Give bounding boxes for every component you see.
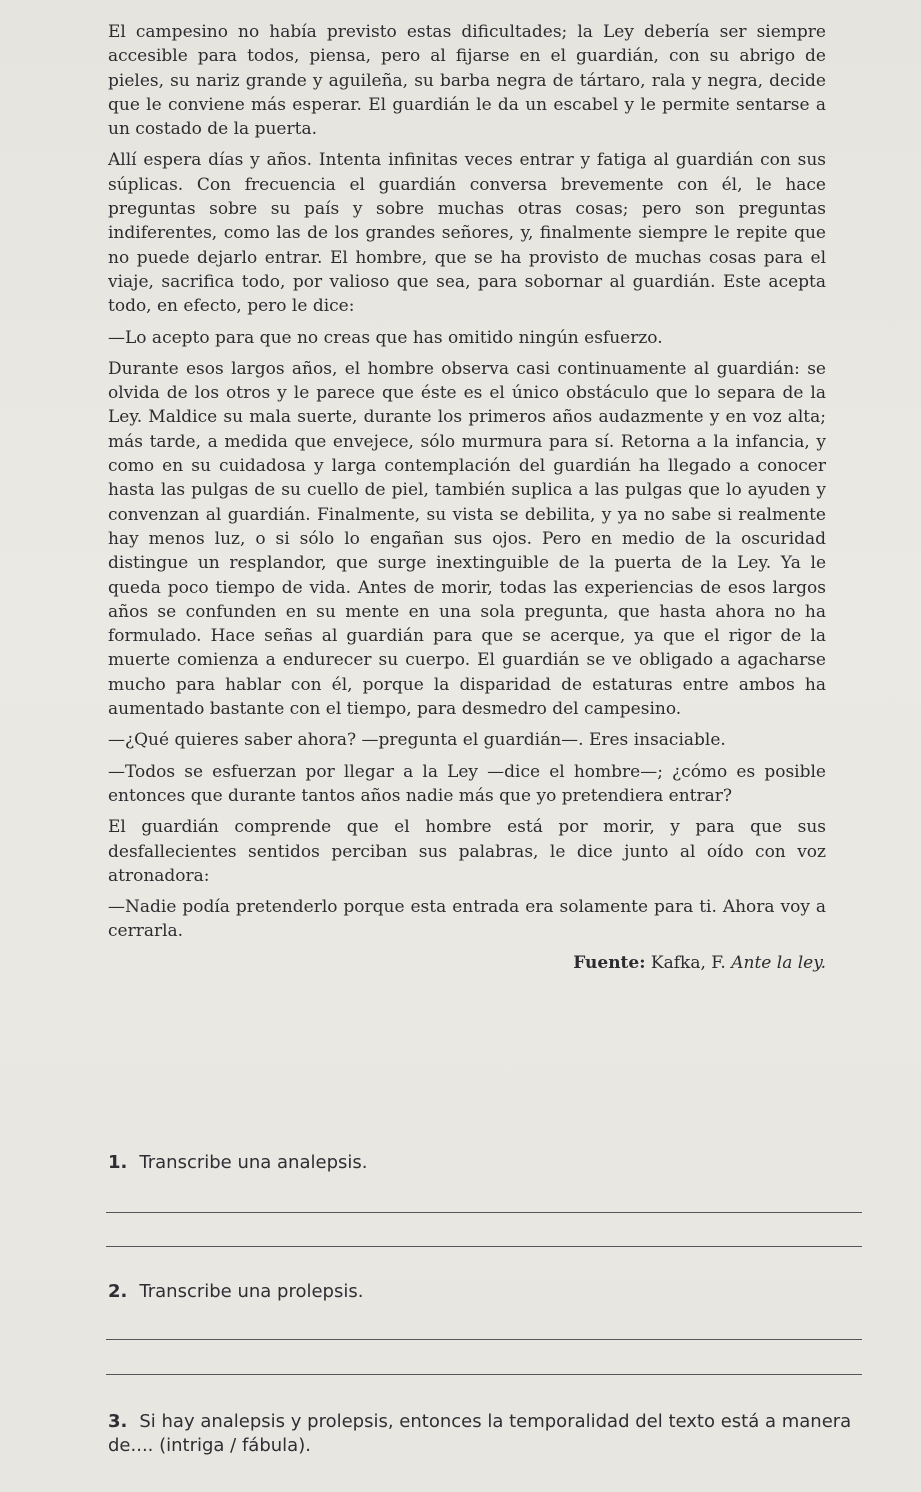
question-text: Transcribe una prolepsis. — [139, 1281, 364, 1302]
dialogue-line: —¿Qué quieres saber ahora? —pregunta el guardián—. Eres insaciable. — [108, 730, 726, 751]
source-label: Fuente: — [573, 952, 646, 973]
paragraph: Allí espera días y años. Intenta infinitas veces entrar y fatiga al guardián con sus súplicas. Con frecuencia el guardián conversa brevemente con él, le hace preguntas sobre su país y sobre muchas otras cosas; pero son preguntas indiferentes, como las de los grandes señores, y, finalmente siempre le repite que no puede dejarlo entrar. El hombre, que se ha provisto de muchas cosas para el viaje, sacrifica todo, por valioso que sea, para sobornar al guardián. Este acepta todo, en efecto, pero le dice: — [108, 150, 826, 317]
question-number: 1. — [108, 1152, 128, 1173]
paragraph: El guardián comprende que el hombre está por morir, y para que sus desfallecientes sentidos perciban sus palabras, le dice junto al oído con voz atronadora: — [108, 817, 826, 886]
paragraph: El campesino no había previsto estas dificultades; la Ley debería ser siempre accesible para todos, piensa, pero al fijarse en el guardián, con su abrigo de pieles, su nariz grande y aguileña, su barba negra de tártaro, rala y negra, decide que le conviene más esperar. El guardián le da un escabel y le permite sentarse a un costado de la puerta. — [108, 22, 826, 140]
dialogue-line: —Todos se esfuerzan por llegar a la Ley —dice el hombre—; ¿cómo es posible entonces que durante tantos años nadie más que yo pretendiera entrar? — [108, 761, 826, 806]
question-number: 3. — [108, 1411, 128, 1432]
question-text: Transcribe una analepsis. — [139, 1152, 368, 1173]
reading-text — [108, 20, 826, 982]
answer-line[interactable] — [106, 1246, 862, 1247]
question-2 — [108, 1281, 868, 1302]
dialogue-line: —Nadie podía pretenderlo porque esta entrada era solamente para ti. Ahora voy a cerrarla. — [108, 897, 826, 942]
paragraph: Durante esos largos años, el hombre observa casi continuamente al guardián: se olvida de los otros y le parece que éste es el único obstáculo que lo separa de la Ley. Maldice su mala suerte, durante los primeros años audazmente y en voz alta; más tarde, a medida que envejece, sólo murmura para sí. Retorna a la infancia, y como en su cuidadosa y larga contemplación del guardián ha llegado a conocer hasta las pulgas de su cuello de piel, también suplica a las pulgas que lo ayuden y convenzan al guardián. Finalmente, su vista se debilita, y ya no sabe si realmente hay menos luz, o si sólo lo engañan sus ojos. Pero en medio de la oscuridad distingue un resplandor, que surge inextinguible de la puerta de la Ley. Ya le queda poco tiempo de vida. Antes de morir, todas las experiencias de esos largos años se confunden en su mente en una sola pregunta, que hasta ahora no ha formulado. Hace señas al guardián para que se acerque, ya que el rigor de la muerte comienza a endurecer su cuerpo. El guardián se ve obligado a agacharse mucho para hablar con él, porque la disparidad de estaturas entre ambos ha aumentado bastante con el tiempo, para desmedro del campesino. — [108, 358, 826, 720]
source-title: Ante la ley. — [731, 952, 826, 973]
question-text: Si hay analepsis y prolepsis, entonces la temporalidad del texto está a manera de.... (intriga / fábula). — [108, 1411, 852, 1456]
answer-line[interactable] — [106, 1212, 862, 1213]
source-author: Kafka, F. — [650, 952, 726, 973]
answer-line[interactable] — [106, 1374, 862, 1375]
question-3 — [108, 1410, 868, 1458]
question-number: 2. — [108, 1281, 128, 1302]
dialogue-line: —Lo acepto para que no creas que has omitido ningún esfuerzo. — [108, 327, 663, 348]
answer-line[interactable] — [106, 1339, 862, 1340]
question-1 — [108, 1152, 868, 1173]
source-citation — [108, 951, 826, 975]
